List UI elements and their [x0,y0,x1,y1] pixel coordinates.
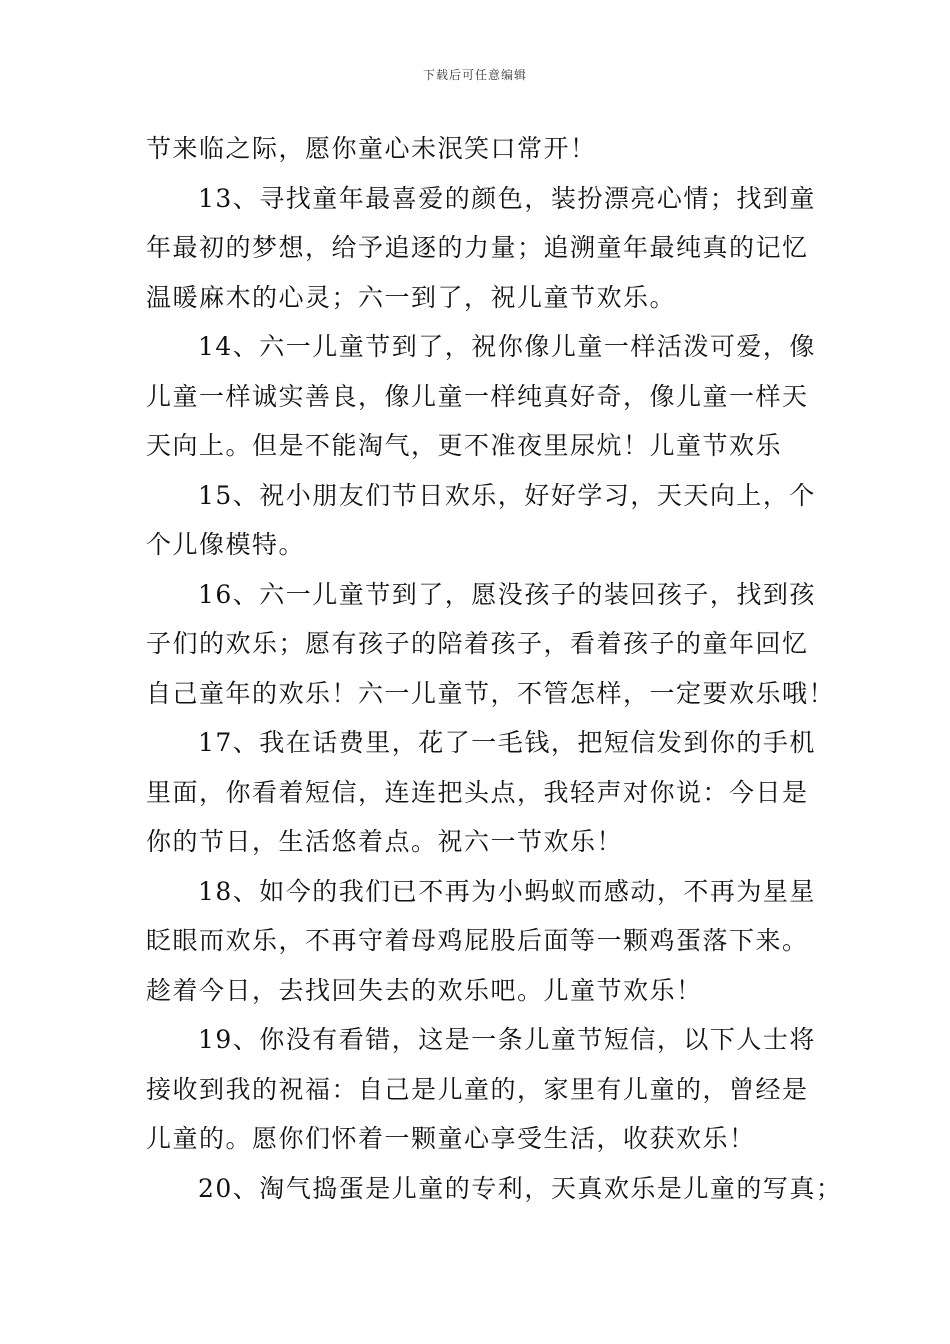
text-line: 儿童一样诚实善良，像儿童一样纯真好奇，像儿童一样天 [146,381,809,411]
text-line: 18、如今的我们已不再为小蚂蚁而感动，不再为星星 [198,876,816,906]
text-line: 儿童的。愿你们怀着一颗童心享受生活，收获欢乐！ [146,1124,756,1153]
text-line: 子们的欢乐；愿有孩子的陪着孩子，看着孩子的童年回忆 [146,629,809,658]
text-line: 15、祝小朋友们节日欢乐，好好学习，天天向上，个 [198,480,816,510]
text-line: 里面，你看着短信，连连把头点，我轻声对你说：今日是 [146,777,809,807]
document-body [146,124,843,1213]
text-line: 趁着今日，去找回失去的欢乐吧。儿童节欢乐！ [146,975,703,1005]
text-line: 天向上。但是不能淘气，更不准夜里尿炕！儿童节欢乐 [146,431,783,460]
header-note: 下载后可任意编辑 [422,68,527,82]
text-line: 节来临之际，愿你童心未泯笑口常开！ [146,134,597,163]
text-line: 14、六一儿童节到了，祝你像儿童一样活泼可爱，像 [198,332,816,361]
text-line: 13、寻找童年最喜爱的颜色，装扮漂亮心情；找到童 [198,183,816,213]
text-line: 眨眼而欢乐，不再守着母鸡屁股后面等一颗鸡蛋落下来。 [146,926,809,955]
text-line: 16、六一儿童节到了，愿没孩子的装回孩子，找到孩 [198,579,816,609]
text-line: 年最初的梦想，给予追逐的力量；追溯童年最纯真的记忆 [146,233,809,262]
text-line: 温暖麻木的心灵；六一到了，祝儿童节欢乐。 [146,282,677,312]
text-line: 接收到我的祝福：自己是儿童的，家里有儿童的，曾经是 [146,1074,809,1104]
text-line: 20、淘气捣蛋是儿童的专利，天真欢乐是儿童的写真； [198,1173,843,1203]
text-line: 你的节日，生活悠着点。祝六一节欢乐！ [146,827,624,856]
text-line: 个儿像模特。 [146,530,306,559]
text-line: 自己童年的欢乐！六一儿童节，不管怎样，一定要欢乐哦！ [146,678,836,708]
text-line: 17、我在话费里，花了一毛钱，把短信发到你的手机 [198,728,816,757]
text-line: 19、你没有看错，这是一条儿童节短信，以下人士将 [198,1025,816,1054]
